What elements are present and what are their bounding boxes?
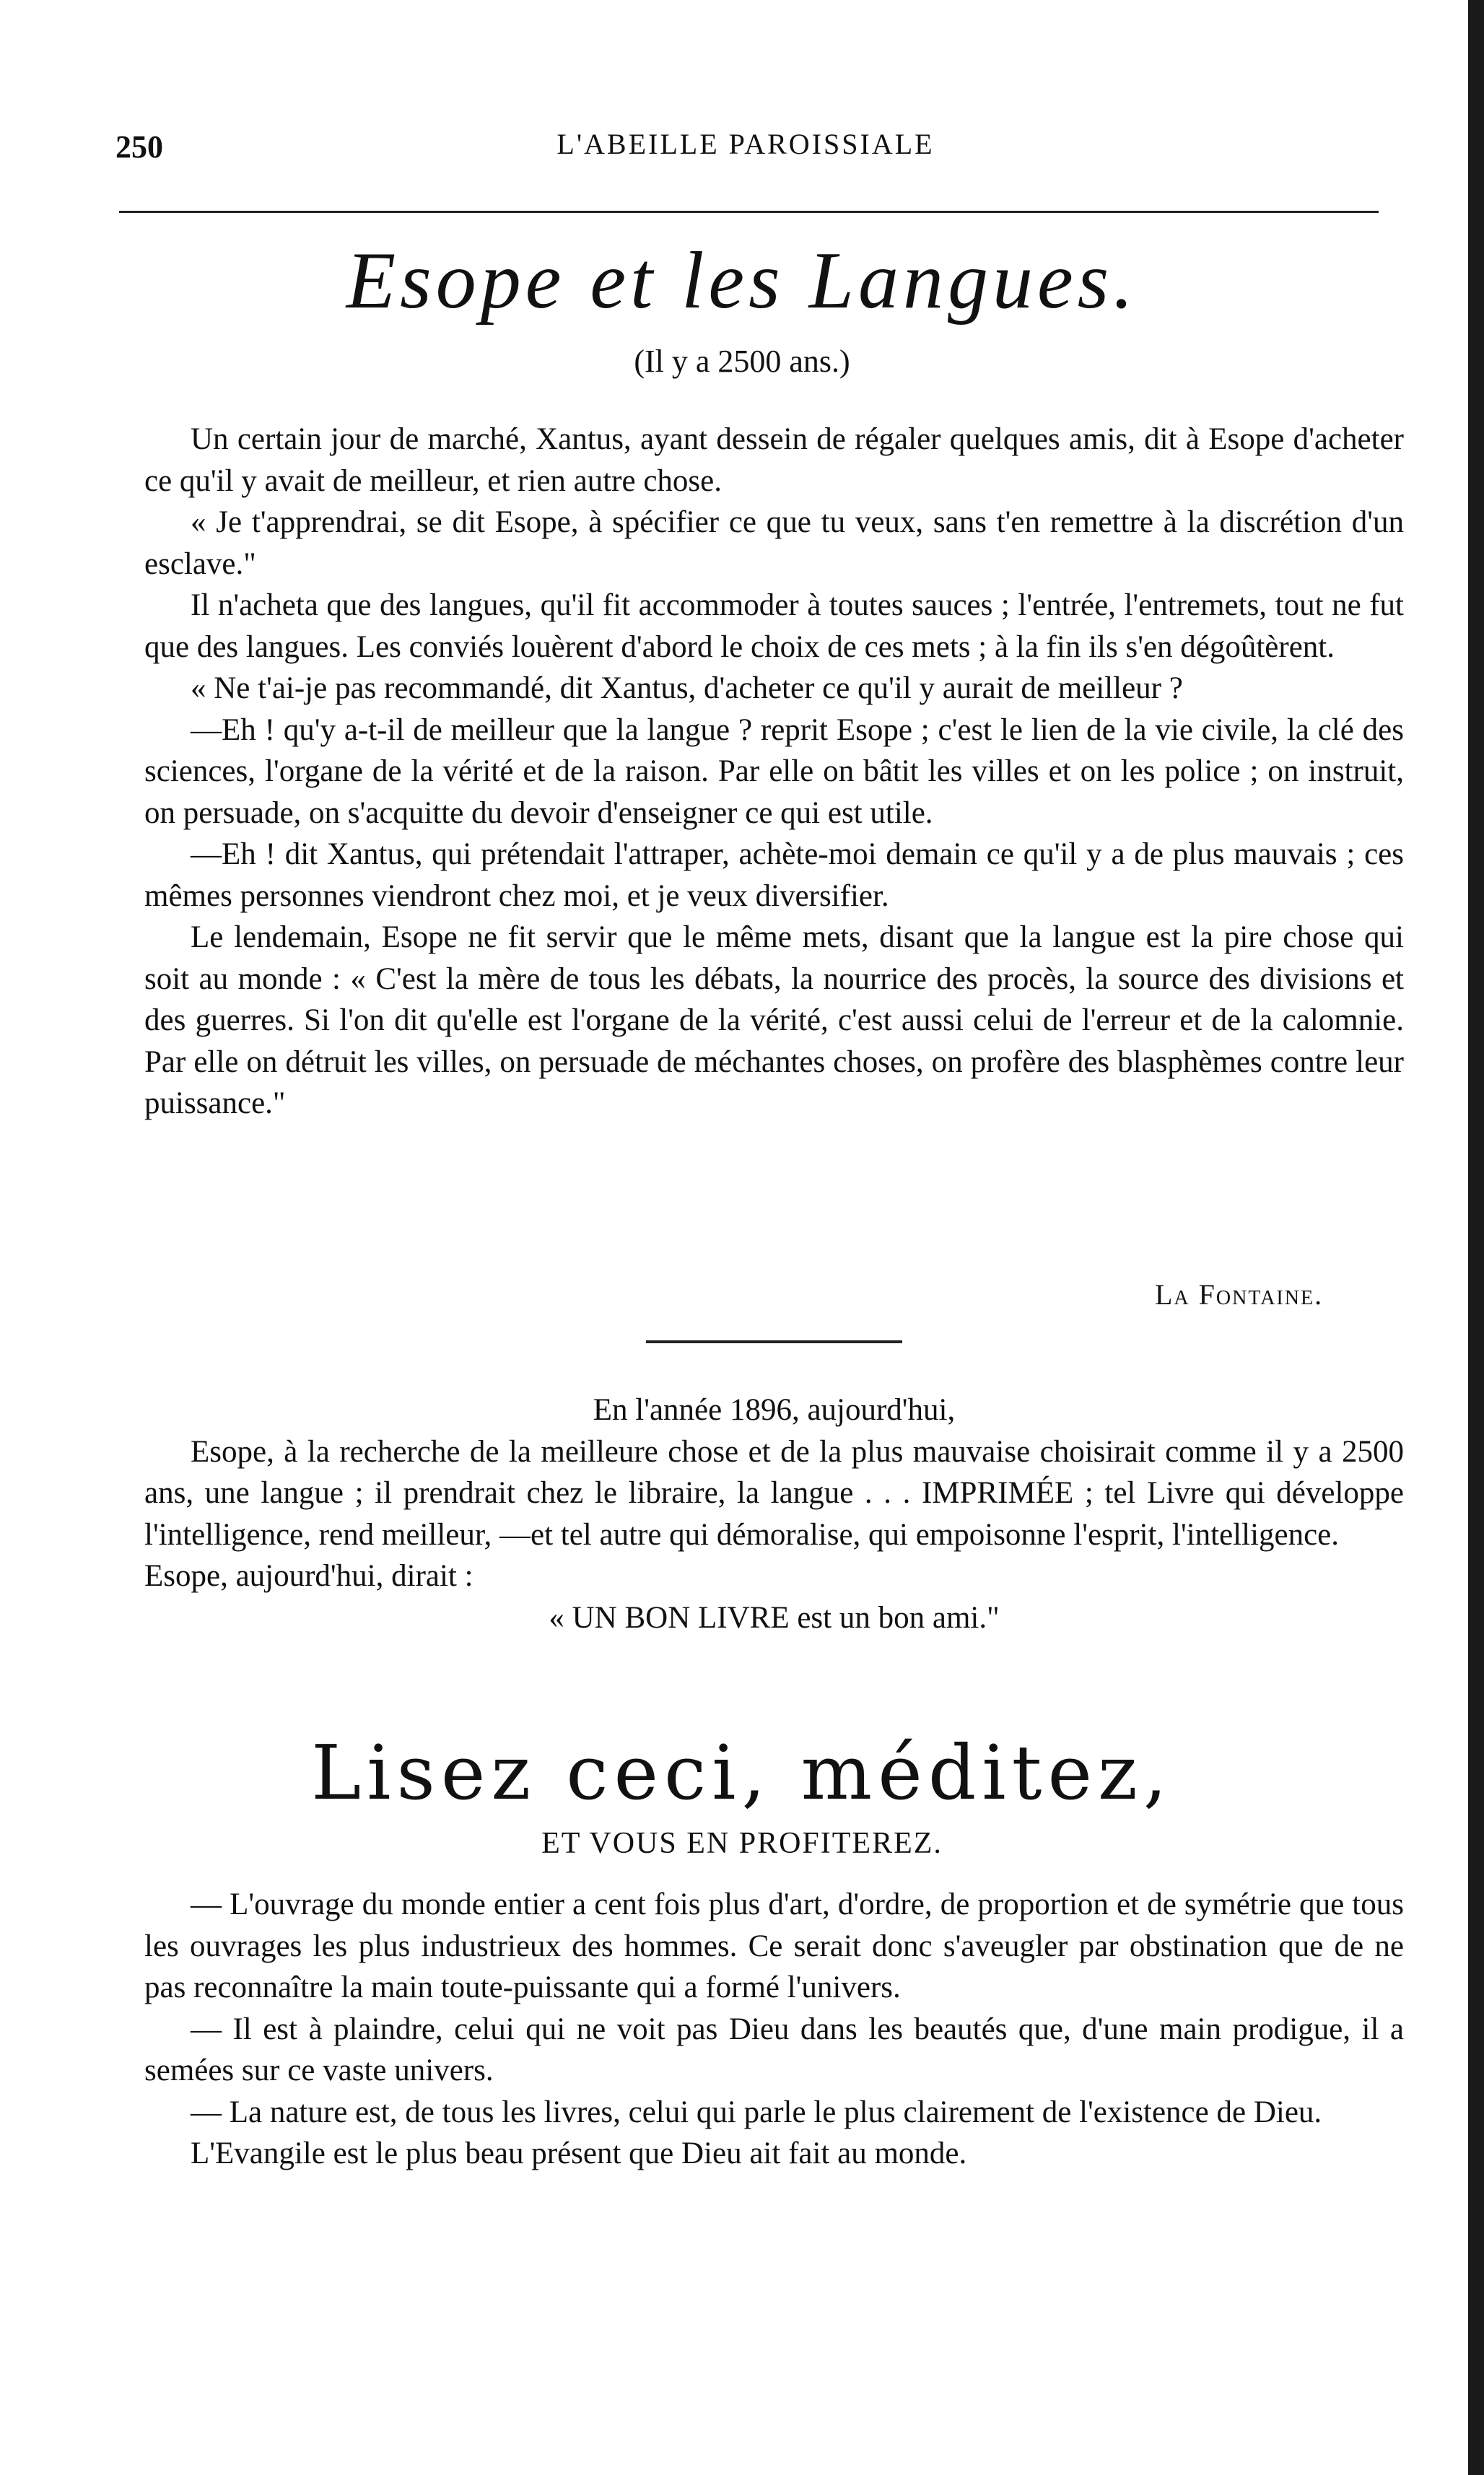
paragraph: — Il est à plaindre, celui qui ne voit pas Dieu dans les beautés que, d'une main prodigue, il a semées sur ce vaste univers.: [144, 2012, 1404, 2087]
article-body: [144, 419, 1404, 1125]
epilogue-lead: En l'année 1896, aujourd'hui,: [593, 1393, 956, 1427]
epilogue-body: [144, 1389, 1404, 1638]
article-subtitle: (Il y a 2500 ans.): [634, 344, 850, 379]
header-rule: [119, 211, 1379, 213]
section-title: Lisez ceci, méditez,: [311, 1729, 1173, 1817]
section-body: [144, 1884, 1404, 2175]
paragraph: — L'ouvrage du monde entier a cent fois plus d'art, d'ordre, de proportion et de symétrie que tous les ouvrages les plus industrieux des hommes. Ce serait donc s'aveugler par obstination que de ne pas reconnaître la main toute-puissante qui a formé l'univers.: [144, 1887, 1404, 2004]
running-title: L'ABEILLE PAROISSIALE: [556, 128, 935, 160]
paragraph: Esope, aujourd'hui, dirait :: [144, 1559, 473, 1593]
paragraph: Il n'acheta que des langues, qu'il fit accommoder à toutes sauces ; l'entrée, l'entremets, tout ne fut que des langues. Les conviés louèrent d'abord le choix de ces mets ; à la fin ils s'en dégoûtèrent.: [144, 588, 1404, 664]
section-subtitle: ET VOUS EN PROFITEREZ.: [541, 1827, 943, 1860]
signature: La Fontaine.: [1155, 1278, 1324, 1311]
page-header: [115, 121, 1376, 172]
section-divider: [646, 1340, 902, 1343]
quote: « UN BON LIVRE est un bon ami.": [549, 1600, 1000, 1635]
paragraph: L'Evangile est le plus beau présent que Dieu ait fait au monde.: [191, 2136, 967, 2170]
paragraph: Un certain jour de marché, Xantus, ayant dessein de régaler quelques amis, dit à Esope d'acheter ce qu'il y avait de meilleur, et rien autre chose.: [144, 422, 1404, 498]
paragraph: —Eh ! qu'y a-t-il de meilleur que la langue ? reprit Esope ; c'est le lien de la vie civile, la clé des sciences, l'organe de la vérité et de la raison. Par elle on bâtit les villes et on les police ; on instruit, on persuade, on s'acquitte du devoir d'enseigner ce qui est utile.: [144, 712, 1404, 830]
article-title: Esope et les Langues.: [346, 236, 1138, 326]
page-number: 250: [115, 129, 163, 165]
paragraph: —Eh ! dit Xantus, qui prétendait l'attraper, achète-moi demain ce qu'il y a de plus mauvais ; ces mêmes personnes viendront chez moi, et je veux diversifier.: [144, 837, 1404, 913]
paragraph: « Ne t'ai-je pas recommandé, dit Xantus, d'acheter ce qu'il y aurait de meilleur ?: [191, 671, 1183, 705]
paragraph: Esope, à la recherche de la meilleure chose et de la plus mauvaise choisirait comme il y a 2500 ans, une langue ; il prendrait chez le libraire, la langue . . . IMPRIMÉE ; tel Livre qui développe l'intelligence, rend meilleur, —et tel autre qui démoralise, qui empoisonne l'esprit, l'intelligence.: [144, 1434, 1404, 1552]
paragraph: « Je t'apprendrai, se dit Esope, à spécifier ce que tu veux, sans t'en remettre à la discrétion d'un esclave.": [144, 505, 1404, 581]
paragraph: — La nature est, de tous les livres, celui qui parle le plus clairement de l'existence de Dieu.: [191, 2095, 1322, 2129]
paragraph: Le lendemain, Esope ne fit servir que le même mets, disant que la langue est la pire chose qui soit au monde : « C'est la mère de tous les débats, la nourrice des procès, la source des divisions et des guerres. Si l'on dit qu'elle est l'organe de la vérité, c'est aussi celui de l'erreur et de la calomnie. Par elle on détruit les villes, on persuade de méchantes choses, on profère des blasphèmes contre leur puissance.": [144, 920, 1404, 1120]
